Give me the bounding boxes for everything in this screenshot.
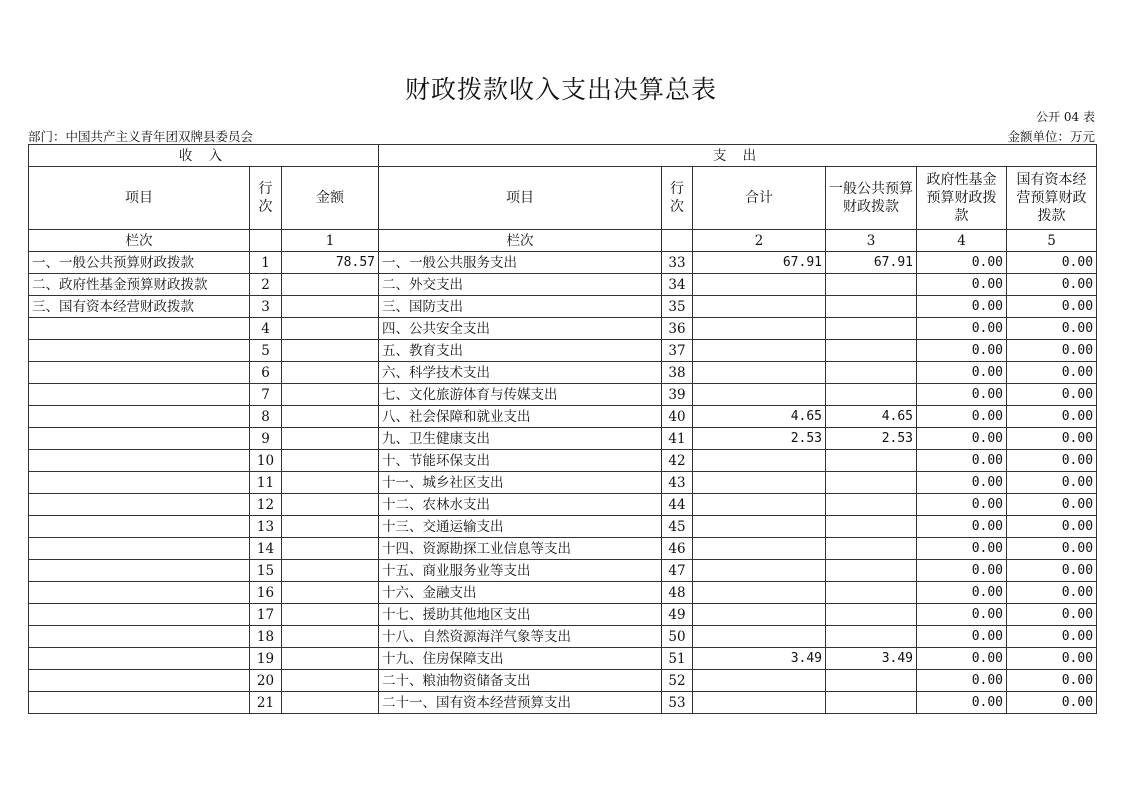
total-cell: 3.49 xyxy=(693,648,826,670)
expense-item-cell: 四、公共安全支出 xyxy=(379,318,662,340)
gov-fund-cell: 0.00 xyxy=(917,450,1007,472)
income-row-no-cell: 13 xyxy=(250,516,282,538)
expense-item-cell: 十、节能环保支出 xyxy=(379,450,662,472)
income-row-no-cell: 9 xyxy=(250,428,282,450)
state-capital-cell: 0.00 xyxy=(1007,252,1097,274)
income-amount-cell xyxy=(282,296,379,318)
expense-row-no-cell: 38 xyxy=(662,362,693,384)
expense-item-cell: 七、文化旅游体育与传媒支出 xyxy=(379,384,662,406)
expense-row-no-cell: 53 xyxy=(662,692,693,714)
table-row xyxy=(29,626,1097,648)
income-item-cell xyxy=(29,670,250,692)
state-capital-cell: 0.00 xyxy=(1007,516,1097,538)
gov-fund-cell: 0.00 xyxy=(917,274,1007,296)
general-budget-cell xyxy=(826,340,917,362)
gov-fund-cell: 0.00 xyxy=(917,318,1007,340)
income-amount-cell xyxy=(282,472,379,494)
table-row xyxy=(29,538,1097,560)
total-cell xyxy=(693,340,826,362)
income-item-cell xyxy=(29,582,250,604)
expense-row-no-cell: 35 xyxy=(662,296,693,318)
income-item-cell: 二、政府性基金预算财政拨款 xyxy=(29,274,250,296)
general-budget-cell: 2.53 xyxy=(826,428,917,450)
table-row xyxy=(29,428,1097,450)
expense-row-no-cell: 43 xyxy=(662,472,693,494)
income-amount-cell xyxy=(282,560,379,582)
general-budget-cell xyxy=(826,516,917,538)
income-amount-cell xyxy=(282,626,379,648)
state-capital-cell: 0.00 xyxy=(1007,560,1097,582)
expense-section-header: 支 出 xyxy=(379,145,1097,167)
general-budget-cell xyxy=(826,494,917,516)
income-amount-header: 金额 xyxy=(282,167,379,230)
income-item-cell xyxy=(29,626,250,648)
income-row-no-cell: 20 xyxy=(250,670,282,692)
expense-row-no-cell: 37 xyxy=(662,340,693,362)
expense-row-no-header: 行次 xyxy=(662,167,693,230)
amount-unit-label: 金额单位：万元 xyxy=(1007,129,1095,144)
total-cell xyxy=(693,560,826,582)
expense-row-no-cell: 50 xyxy=(662,626,693,648)
table-row xyxy=(29,604,1097,626)
income-amount-cell xyxy=(282,340,379,362)
general-budget-cell: 3.49 xyxy=(826,648,917,670)
income-amount-cell xyxy=(282,604,379,626)
table-row xyxy=(29,340,1097,362)
department-label: 部门：中国共产主义青年团双牌县委员会 xyxy=(28,129,254,144)
total-cell xyxy=(693,472,826,494)
gov-fund-cell: 0.00 xyxy=(917,494,1007,516)
expense-row-no-cell: 41 xyxy=(662,428,693,450)
expense-row-no-cell: 52 xyxy=(662,670,693,692)
gov-fund-cell: 0.00 xyxy=(917,604,1007,626)
column-number-2: 2 xyxy=(693,230,826,252)
income-row-no-cell: 16 xyxy=(250,582,282,604)
expense-item-cell: 十九、住房保障支出 xyxy=(379,648,662,670)
financial-summary-table xyxy=(28,144,1097,714)
gov-fund-cell: 0.00 xyxy=(917,340,1007,362)
table-row xyxy=(29,318,1097,340)
state-capital-cell: 0.00 xyxy=(1007,472,1097,494)
income-amount-cell xyxy=(282,274,379,296)
expense-row-no-cell: 45 xyxy=(662,516,693,538)
state-capital-cell: 0.00 xyxy=(1007,582,1097,604)
income-amount-cell xyxy=(282,582,379,604)
state-capital-cell: 0.00 xyxy=(1007,296,1097,318)
income-item-cell xyxy=(29,494,250,516)
income-item-cell xyxy=(29,648,250,670)
expense-item-cell: 十二、农林水支出 xyxy=(379,494,662,516)
gov-fund-cell: 0.00 xyxy=(917,296,1007,318)
total-cell xyxy=(693,450,826,472)
state-capital-cell: 0.00 xyxy=(1007,494,1097,516)
general-budget-cell xyxy=(826,560,917,582)
table-row xyxy=(29,406,1097,428)
income-item-cell: 三、国有资本经营财政拨款 xyxy=(29,296,250,318)
expense-item-cell: 十四、资源勘探工业信息等支出 xyxy=(379,538,662,560)
income-amount-cell xyxy=(282,648,379,670)
general-budget-cell xyxy=(826,604,917,626)
general-budget-cell xyxy=(826,384,917,406)
income-amount-cell xyxy=(282,516,379,538)
gov-fund-cell: 0.00 xyxy=(917,670,1007,692)
general-budget-cell xyxy=(826,318,917,340)
state-capital-header: 国有资本经营预算财政拨款 xyxy=(1007,167,1097,230)
income-item-cell xyxy=(29,428,250,450)
general-budget-cell xyxy=(826,274,917,296)
general-budget-cell xyxy=(826,362,917,384)
table-row xyxy=(29,560,1097,582)
total-cell xyxy=(693,670,826,692)
expense-item-cell: 三、国防支出 xyxy=(379,296,662,318)
income-item-cell xyxy=(29,538,250,560)
income-row-no-cell: 7 xyxy=(250,384,282,406)
expense-item-cell: 十六、金融支出 xyxy=(379,582,662,604)
income-item-cell xyxy=(29,604,250,626)
expense-item-cell: 八、社会保障和就业支出 xyxy=(379,406,662,428)
income-section-header: 收 入 xyxy=(29,145,379,167)
general-budget-cell xyxy=(826,626,917,648)
income-item-cell xyxy=(29,692,250,714)
income-item-cell xyxy=(29,450,250,472)
state-capital-cell: 0.00 xyxy=(1007,648,1097,670)
income-row-no-cell: 17 xyxy=(250,604,282,626)
table-row xyxy=(29,274,1097,296)
state-capital-cell: 0.00 xyxy=(1007,362,1097,384)
gov-fund-cell: 0.00 xyxy=(917,648,1007,670)
report-title: 财政拨款收入支出决算总表 xyxy=(404,75,717,104)
state-capital-cell: 0.00 xyxy=(1007,692,1097,714)
table-row xyxy=(29,362,1097,384)
expense-row-no-cell: 49 xyxy=(662,604,693,626)
general-budget-cell xyxy=(826,450,917,472)
income-item-cell xyxy=(29,516,250,538)
income-row-no-cell: 15 xyxy=(250,560,282,582)
total-cell xyxy=(693,604,826,626)
expense-item-cell: 二、外交支出 xyxy=(379,274,662,296)
income-item-cell xyxy=(29,406,250,428)
gov-fund-cell: 0.00 xyxy=(917,362,1007,384)
income-item-cell: 一、一般公共预算财政拨款 xyxy=(29,252,250,274)
state-capital-cell: 0.00 xyxy=(1007,450,1097,472)
income-amount-cell xyxy=(282,384,379,406)
total-cell: 4.65 xyxy=(693,406,826,428)
income-amount-cell xyxy=(282,428,379,450)
income-row-no-cell: 19 xyxy=(250,648,282,670)
general-budget-cell xyxy=(826,296,917,318)
general-budget-cell xyxy=(826,670,917,692)
total-header: 合计 xyxy=(693,167,826,230)
income-amount-cell xyxy=(282,692,379,714)
expense-item-cell: 十三、交通运输支出 xyxy=(379,516,662,538)
income-row-no-cell: 2 xyxy=(250,274,282,296)
gov-fund-cell: 0.00 xyxy=(917,538,1007,560)
expense-item-cell: 二十一、国有资本经营预算支出 xyxy=(379,692,662,714)
income-amount-cell xyxy=(282,362,379,384)
state-capital-cell: 0.00 xyxy=(1007,274,1097,296)
expense-column-label: 栏次 xyxy=(379,230,662,252)
expense-row-no-cell: 40 xyxy=(662,406,693,428)
table-row xyxy=(29,384,1097,406)
table-row xyxy=(29,516,1097,538)
table-row xyxy=(29,494,1097,516)
table-row xyxy=(29,670,1097,692)
income-row-no-cell: 10 xyxy=(250,450,282,472)
state-capital-cell: 0.00 xyxy=(1007,384,1097,406)
total-cell: 2.53 xyxy=(693,428,826,450)
empty-cell xyxy=(662,230,693,252)
expense-item-cell: 十五、商业服务业等支出 xyxy=(379,560,662,582)
expense-row-no-cell: 36 xyxy=(662,318,693,340)
expense-item-cell: 十一、城乡社区支出 xyxy=(379,472,662,494)
income-amount-cell xyxy=(282,406,379,428)
expense-row-no-cell: 39 xyxy=(662,384,693,406)
gov-fund-cell: 0.00 xyxy=(917,252,1007,274)
income-row-no-cell: 8 xyxy=(250,406,282,428)
state-capital-cell: 0.00 xyxy=(1007,428,1097,450)
empty-cell xyxy=(250,230,282,252)
total-cell xyxy=(693,692,826,714)
total-cell: 67.91 xyxy=(693,252,826,274)
form-number: 公开 04 表 xyxy=(1036,110,1095,124)
gov-fund-header: 政府性基金预算财政拨款 xyxy=(917,167,1007,230)
table-row xyxy=(29,648,1097,670)
expense-row-no-cell: 42 xyxy=(662,450,693,472)
income-column-number: 1 xyxy=(282,230,379,252)
income-row-no-cell: 4 xyxy=(250,318,282,340)
income-row-no-cell: 21 xyxy=(250,692,282,714)
general-budget-cell: 4.65 xyxy=(826,406,917,428)
expense-item-cell: 十七、援助其他地区支出 xyxy=(379,604,662,626)
expense-row-no-cell: 46 xyxy=(662,538,693,560)
general-budget-cell xyxy=(826,692,917,714)
expense-item-cell: 一、一般公共服务支出 xyxy=(379,252,662,274)
table-row xyxy=(29,582,1097,604)
expense-row-no-cell: 44 xyxy=(662,494,693,516)
income-row-no-header: 行次 xyxy=(250,167,282,230)
income-row-no-cell: 12 xyxy=(250,494,282,516)
income-row-no-cell: 5 xyxy=(250,340,282,362)
total-cell xyxy=(693,362,826,384)
income-item-cell xyxy=(29,340,250,362)
general-budget-cell xyxy=(826,538,917,560)
state-capital-cell: 0.00 xyxy=(1007,538,1097,560)
expense-item-cell: 五、教育支出 xyxy=(379,340,662,362)
total-cell xyxy=(693,296,826,318)
general-budget-cell xyxy=(826,472,917,494)
expense-row-no-cell: 33 xyxy=(662,252,693,274)
expense-row-no-cell: 48 xyxy=(662,582,693,604)
total-cell xyxy=(693,538,826,560)
income-amount-cell: 78.57 xyxy=(282,252,379,274)
expense-row-no-cell: 34 xyxy=(662,274,693,296)
general-budget-cell: 67.91 xyxy=(826,252,917,274)
income-row-no-cell: 14 xyxy=(250,538,282,560)
income-column-label: 栏次 xyxy=(29,230,250,252)
income-row-no-cell: 6 xyxy=(250,362,282,384)
total-cell xyxy=(693,384,826,406)
state-capital-cell: 0.00 xyxy=(1007,626,1097,648)
income-row-no-cell: 11 xyxy=(250,472,282,494)
table-row xyxy=(29,252,1097,274)
table-row xyxy=(29,296,1097,318)
income-item-header: 项目 xyxy=(29,167,250,230)
gov-fund-cell: 0.00 xyxy=(917,560,1007,582)
gov-fund-cell: 0.00 xyxy=(917,428,1007,450)
income-amount-cell xyxy=(282,538,379,560)
expense-item-cell: 九、卫生健康支出 xyxy=(379,428,662,450)
total-cell xyxy=(693,626,826,648)
total-cell xyxy=(693,494,826,516)
gov-fund-cell: 0.00 xyxy=(917,472,1007,494)
state-capital-cell: 0.00 xyxy=(1007,406,1097,428)
table-row xyxy=(29,472,1097,494)
income-item-cell xyxy=(29,384,250,406)
expense-row-no-cell: 51 xyxy=(662,648,693,670)
column-number-3: 3 xyxy=(826,230,917,252)
income-row-no-cell: 3 xyxy=(250,296,282,318)
income-amount-cell xyxy=(282,670,379,692)
income-amount-cell xyxy=(282,318,379,340)
gov-fund-cell: 0.00 xyxy=(917,384,1007,406)
state-capital-cell: 0.00 xyxy=(1007,670,1097,692)
expense-item-cell: 二十、粮油物资储备支出 xyxy=(379,670,662,692)
income-amount-cell xyxy=(282,450,379,472)
gov-fund-cell: 0.00 xyxy=(917,626,1007,648)
income-item-cell xyxy=(29,318,250,340)
gov-fund-cell: 0.00 xyxy=(917,692,1007,714)
total-cell xyxy=(693,274,826,296)
income-row-no-cell: 1 xyxy=(250,252,282,274)
income-row-no-cell: 18 xyxy=(250,626,282,648)
general-budget-header: 一般公共预算财政拨款 xyxy=(826,167,917,230)
total-cell xyxy=(693,516,826,538)
gov-fund-cell: 0.00 xyxy=(917,582,1007,604)
column-number-4: 4 xyxy=(917,230,1007,252)
table-row xyxy=(29,450,1097,472)
total-cell xyxy=(693,582,826,604)
total-cell xyxy=(693,318,826,340)
state-capital-cell: 0.00 xyxy=(1007,340,1097,362)
income-item-cell xyxy=(29,560,250,582)
column-number-5: 5 xyxy=(1007,230,1097,252)
expense-item-cell: 十八、自然资源海洋气象等支出 xyxy=(379,626,662,648)
general-budget-cell xyxy=(826,582,917,604)
expense-item-header: 项目 xyxy=(379,167,662,230)
income-item-cell xyxy=(29,362,250,384)
gov-fund-cell: 0.00 xyxy=(917,516,1007,538)
state-capital-cell: 0.00 xyxy=(1007,318,1097,340)
table-row xyxy=(29,692,1097,714)
gov-fund-cell: 0.00 xyxy=(917,406,1007,428)
state-capital-cell: 0.00 xyxy=(1007,604,1097,626)
income-amount-cell xyxy=(282,494,379,516)
income-item-cell xyxy=(29,472,250,494)
expense-row-no-cell: 47 xyxy=(662,560,693,582)
expense-item-cell: 六、科学技术支出 xyxy=(379,362,662,384)
